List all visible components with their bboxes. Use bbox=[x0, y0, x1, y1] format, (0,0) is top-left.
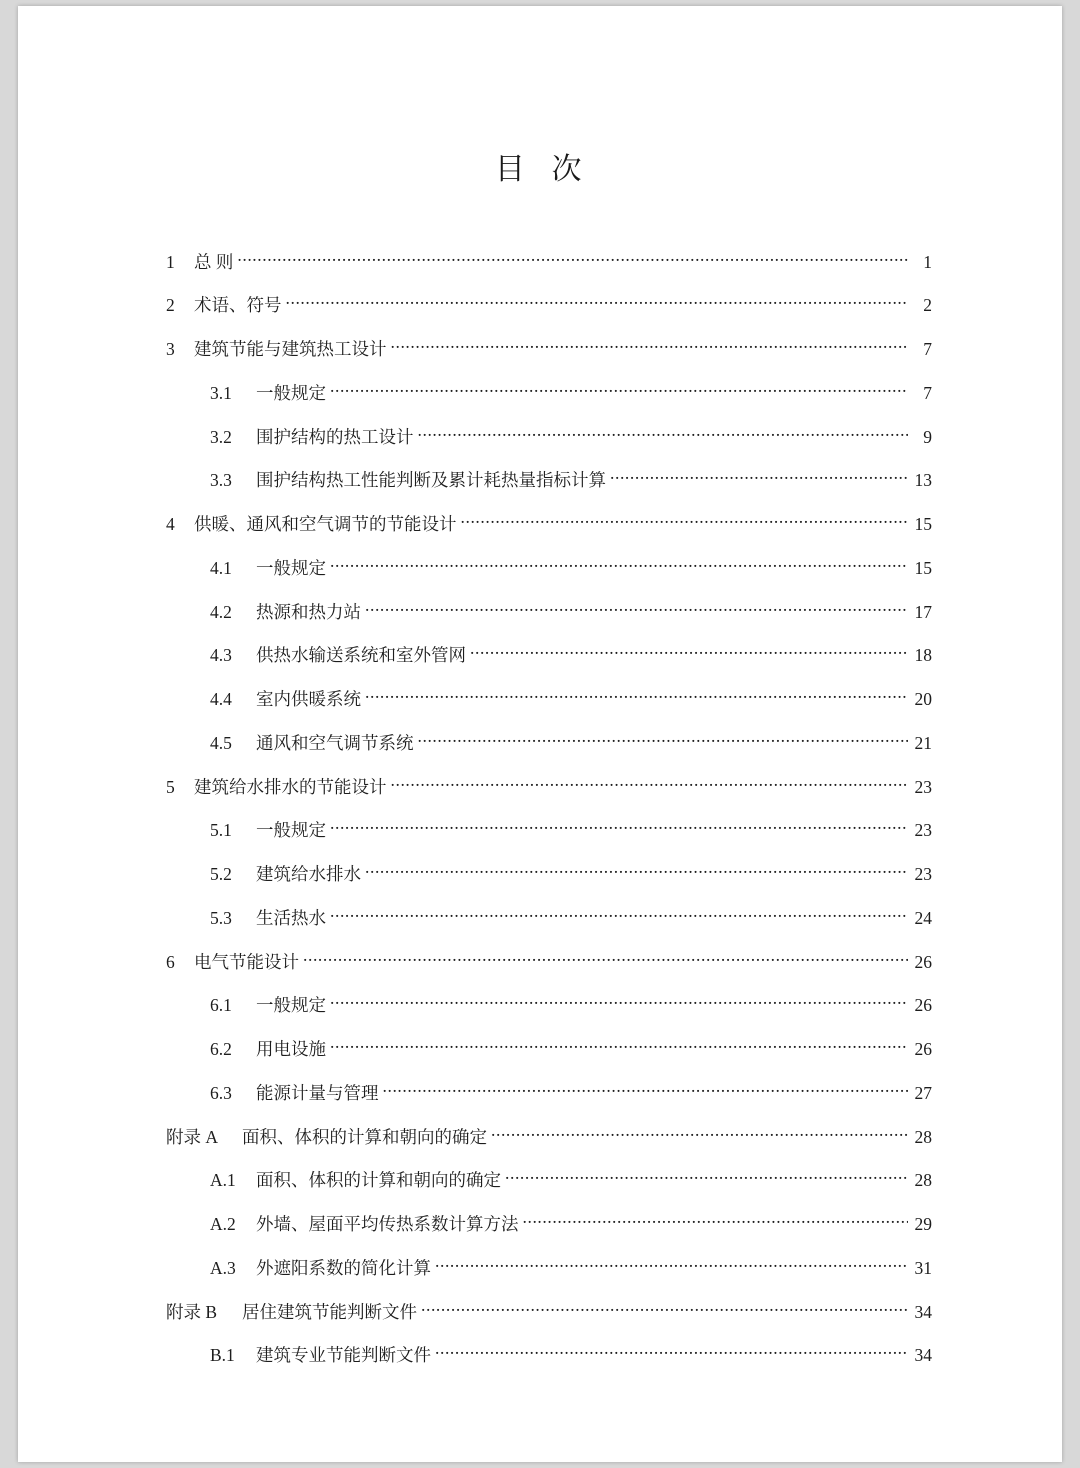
toc-leader-dots bbox=[418, 731, 909, 749]
toc-entry-page-number: 26 bbox=[914, 995, 932, 1016]
toc-entry-label: 外墙、屋面平均传热系数计算方法 bbox=[256, 1214, 519, 1234]
toc-entry-number: 1 bbox=[166, 251, 175, 272]
toc-entry-label: 供热水输送系统和室外管网 bbox=[256, 645, 466, 666]
toc-leader-dots bbox=[303, 950, 908, 968]
toc-entry-page-number: 2 bbox=[923, 295, 932, 316]
toc-entry-number: A.3 bbox=[210, 1257, 236, 1278]
toc-entry-page-number: 34 bbox=[914, 1345, 932, 1366]
toc-entry-label: 用电设施 bbox=[256, 1039, 326, 1059]
document-page bbox=[18, 6, 1062, 1462]
toc-entry-label: 总 则 bbox=[194, 251, 234, 272]
toc-entry[interactable] bbox=[166, 294, 932, 317]
toc-entry-page-number: 23 bbox=[914, 820, 932, 841]
toc-entry[interactable] bbox=[166, 1256, 932, 1279]
toc-entry-page-number: 17 bbox=[914, 601, 932, 622]
toc-entry-label: 建筑给水排水 bbox=[256, 864, 361, 884]
toc-entry-label: 建筑给水排水的节能设计 bbox=[194, 776, 387, 797]
toc-entry-label: 面积、体积的计算和朝向的确定 bbox=[256, 1170, 501, 1191]
toc-entry-number: A.2 bbox=[210, 1214, 236, 1234]
toc-entry-page-number: 20 bbox=[914, 689, 932, 709]
toc-entry-label: 围护结构热工性能判断及累计耗热量指标计算 bbox=[256, 470, 606, 491]
toc-entry-number: 5.1 bbox=[210, 820, 232, 841]
toc-entry-page-number: 31 bbox=[914, 1257, 932, 1278]
toc-entry[interactable] bbox=[166, 819, 932, 842]
toc-entry-label: 一般规定 bbox=[256, 995, 326, 1016]
toc-leader-dots bbox=[383, 1081, 909, 1099]
toc-entry[interactable] bbox=[166, 469, 932, 492]
toc-entry[interactable] bbox=[166, 688, 932, 711]
toc-entry-number: 5.3 bbox=[210, 907, 232, 928]
toc-entry-page-number: 7 bbox=[923, 339, 932, 359]
toc-entry[interactable] bbox=[166, 600, 932, 623]
toc-entry[interactable] bbox=[166, 1213, 932, 1236]
toc-entry[interactable] bbox=[166, 381, 932, 404]
toc-entry-number: 4.3 bbox=[210, 645, 232, 666]
toc-leader-dots bbox=[391, 338, 909, 356]
toc-entry[interactable] bbox=[166, 775, 932, 798]
toc-entry[interactable] bbox=[166, 425, 932, 448]
toc-entry-page-number: 21 bbox=[914, 732, 932, 753]
toc-entry-number: 4.4 bbox=[210, 689, 232, 709]
toc-entry[interactable] bbox=[166, 994, 932, 1017]
toc-entry-number: 6.3 bbox=[210, 1082, 232, 1103]
toc-leader-dots bbox=[237, 250, 908, 268]
toc-entry-number: 附录 A bbox=[166, 1126, 219, 1147]
table-of-contents bbox=[148, 250, 938, 1367]
toc-leader-dots bbox=[330, 381, 908, 399]
toc-leader-dots bbox=[435, 1344, 908, 1362]
toc-entry-number: 5 bbox=[166, 776, 175, 797]
toc-entry-page-number: 23 bbox=[914, 864, 932, 884]
toc-entry[interactable] bbox=[166, 250, 932, 273]
toc-leader-dots bbox=[286, 294, 909, 312]
toc-entry-label: 居住建筑节能判断文件 bbox=[242, 1301, 417, 1322]
toc-entry[interactable] bbox=[166, 906, 932, 929]
toc-leader-dots bbox=[365, 600, 908, 618]
toc-entry-number: 2 bbox=[166, 295, 175, 316]
toc-entry-page-number: 7 bbox=[923, 382, 932, 403]
page-title: 目 次 bbox=[494, 153, 592, 186]
toc-leader-dots bbox=[435, 1256, 908, 1274]
toc-entry-page-number: 28 bbox=[914, 1170, 932, 1191]
toc-entry[interactable] bbox=[166, 1125, 932, 1148]
toc-entry-page-number: 9 bbox=[923, 426, 932, 447]
toc-entry-page-number: 15 bbox=[914, 557, 932, 578]
toc-leader-dots bbox=[330, 994, 908, 1012]
toc-entry-page-number: 26 bbox=[914, 951, 932, 972]
toc-entry-number: 6.2 bbox=[210, 1039, 232, 1059]
toc-entry-number: 3 bbox=[166, 339, 175, 359]
toc-entry-label: 建筑节能与建筑热工设计 bbox=[194, 339, 387, 359]
toc-entry-number: 3.3 bbox=[210, 470, 232, 491]
toc-leader-dots bbox=[330, 556, 908, 574]
toc-entry[interactable] bbox=[166, 644, 932, 667]
toc-entry-page-number: 26 bbox=[914, 1039, 932, 1059]
toc-entry[interactable] bbox=[166, 731, 932, 754]
toc-leader-dots bbox=[330, 1038, 908, 1056]
toc-entry-number: 6 bbox=[166, 951, 175, 972]
toc-entry-label: 电气节能设计 bbox=[194, 951, 299, 972]
toc-leader-dots bbox=[610, 469, 908, 487]
page-content bbox=[148, 6, 938, 1462]
toc-entry-label: 面积、体积的计算和朝向的确定 bbox=[242, 1126, 487, 1147]
toc-entry-label: 生活热水 bbox=[256, 907, 326, 928]
toc-leader-dots bbox=[523, 1213, 909, 1231]
toc-entry-page-number: 24 bbox=[914, 907, 932, 928]
toc-entry-page-number: 28 bbox=[914, 1126, 932, 1147]
toc-entry[interactable] bbox=[166, 1344, 932, 1367]
toc-entry[interactable] bbox=[166, 556, 932, 579]
toc-entry-label: 一般规定 bbox=[256, 820, 326, 841]
toc-leader-dots bbox=[330, 819, 908, 837]
toc-entry-number: A.1 bbox=[210, 1170, 236, 1191]
toc-entry[interactable] bbox=[166, 1081, 932, 1104]
toc-entry[interactable] bbox=[166, 338, 932, 361]
toc-leader-dots bbox=[365, 863, 908, 881]
toc-entry[interactable] bbox=[166, 1169, 932, 1192]
toc-entry-label: 建筑专业节能判断文件 bbox=[256, 1345, 431, 1366]
toc-entry-label: 热源和热力站 bbox=[256, 601, 361, 622]
toc-entry-page-number: 23 bbox=[914, 776, 932, 797]
toc-leader-dots bbox=[470, 644, 908, 662]
toc-entry-page-number: 27 bbox=[914, 1082, 932, 1103]
toc-entry-label: 术语、符号 bbox=[194, 295, 282, 316]
toc-entry-number: B.1 bbox=[210, 1345, 235, 1366]
toc-entry-label: 室内供暖系统 bbox=[256, 689, 361, 709]
toc-leader-dots bbox=[491, 1125, 908, 1143]
toc-leader-dots bbox=[421, 1300, 908, 1318]
toc-entry[interactable] bbox=[166, 863, 932, 886]
toc-entry-page-number: 34 bbox=[914, 1301, 932, 1322]
toc-entry-page-number: 15 bbox=[914, 514, 932, 534]
toc-leader-dots bbox=[418, 425, 909, 443]
toc-entry-number: 3.1 bbox=[210, 382, 232, 403]
toc-entry-label: 供暖、通风和空气调节的节能设计 bbox=[194, 514, 457, 534]
toc-entry[interactable] bbox=[166, 1038, 932, 1061]
toc-entry-label: 围护结构的热工设计 bbox=[256, 426, 414, 447]
toc-entry-number: 4.2 bbox=[210, 601, 232, 622]
toc-entry-label: 一般规定 bbox=[256, 382, 326, 403]
toc-leader-dots bbox=[505, 1169, 908, 1187]
toc-entry[interactable] bbox=[166, 1300, 932, 1323]
toc-entry-number: 附录 B bbox=[166, 1301, 218, 1322]
toc-entry-number: 3.2 bbox=[210, 426, 232, 447]
toc-entry-number: 6.1 bbox=[210, 995, 232, 1016]
toc-entry-label: 一般规定 bbox=[256, 557, 326, 578]
toc-entry-number: 4 bbox=[166, 514, 175, 534]
toc-entry-page-number: 18 bbox=[914, 645, 932, 666]
toc-entry-number: 5.2 bbox=[210, 864, 232, 884]
toc-leader-dots bbox=[365, 688, 908, 706]
toc-entry-page-number: 1 bbox=[923, 251, 932, 272]
toc-entry-label: 能源计量与管理 bbox=[256, 1082, 379, 1103]
toc-entry-page-number: 13 bbox=[914, 470, 932, 491]
toc-leader-dots bbox=[391, 775, 909, 793]
toc-entry-label: 通风和空气调节系统 bbox=[256, 732, 414, 753]
toc-entry-number: 4.5 bbox=[210, 732, 232, 753]
toc-entry-page-number: 29 bbox=[914, 1214, 932, 1234]
toc-leader-dots bbox=[461, 513, 909, 531]
toc-entry-label: 外遮阳系数的简化计算 bbox=[256, 1257, 431, 1278]
toc-entry-number: 4.1 bbox=[210, 557, 232, 578]
toc-leader-dots bbox=[330, 906, 908, 924]
toc-entry[interactable] bbox=[166, 950, 932, 973]
toc-entry[interactable] bbox=[166, 513, 932, 536]
